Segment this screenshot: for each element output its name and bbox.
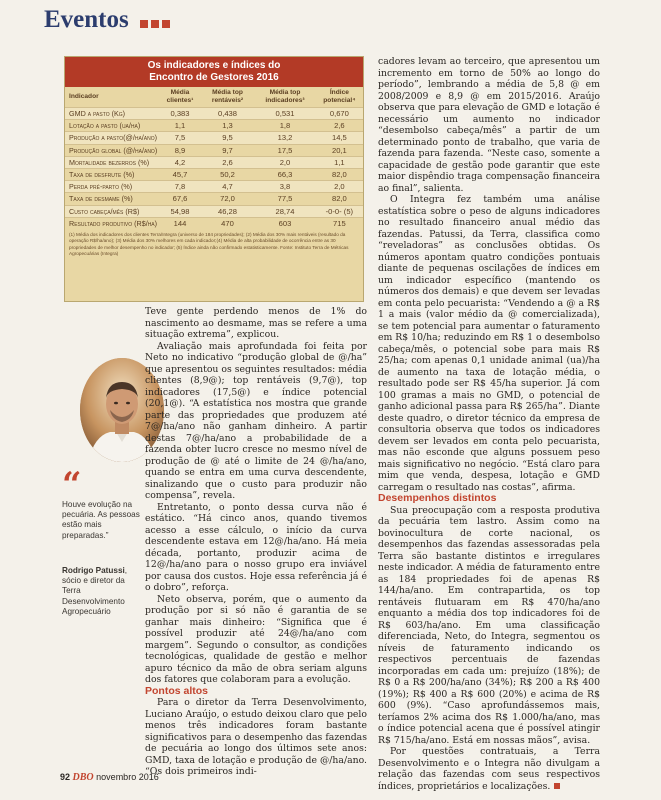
table-row (65, 217, 363, 229)
row-value: 17,5 (254, 144, 316, 156)
page-footer (60, 772, 159, 783)
quote-mark: “ (62, 465, 82, 505)
row-value: 77,5 (254, 193, 316, 205)
row-value: 66,3 (254, 168, 316, 180)
row-value: 0,670 (316, 108, 363, 120)
row-value: 0,438 (201, 108, 254, 120)
paragraph: Entretanto, o ponto dessa curva não é estático. “Há cinco anos, quando tivemos acesso a esse cálculo, o início da curva descendente estava em 12@/ha/ano. Há meia década, portanto, produzir acima de 12@/ha/ano para o nosso grupo era inviável por causa dos custos. Hoje essa referência já é o dobro”, reforça. (145, 501, 367, 593)
row-label: Resultado produtivo (R$/ha) (65, 217, 159, 229)
row-value: 28,74 (254, 205, 316, 217)
row-label: Taxa de desmame (%) (65, 193, 159, 205)
row-value: 82,0 (316, 193, 363, 205)
table-row (65, 144, 363, 156)
row-value: 8,9 (159, 144, 201, 156)
subhead: Desempenhos distintos (378, 492, 497, 504)
paragraph: Teve gente perdendo menos de 1% do nascimento ao desmame, mas se refere a uma situação extrema”, explicou. (145, 306, 367, 340)
row-value: 67,6 (159, 193, 201, 205)
header-potencial: Índice potencial⁴ (323, 89, 356, 104)
row-value: 54,98 (159, 205, 201, 217)
row-value: 2,6 (316, 120, 363, 132)
paragraph: cadores levam ao terceiro, que apresentou um incremento em torno de 50% ao longo do período”, lembrando a média de 5,8 @ em 2008/2009 e 8,9 @ em 2015/2016. Araújo observa que para elevação de GMD e lotação é necessário um aumento no indicador “desembolso cabeça/mês” a partir de um determinado ponto de trabalho, que varia de fazenda para fazenda. “Neste caso, somente a capacidade de gestão pode garantir que este maior dispêndio traga compensação financeira ao final”, salienta. (378, 56, 600, 194)
article-column-left (145, 306, 367, 778)
row-value: -0-0- (5) (316, 205, 363, 217)
row-label: GMD a pasto (Kg) (65, 108, 159, 120)
table-row (65, 132, 363, 144)
article-column-right (378, 56, 600, 792)
header-indicadores: Média top indicadores³ (265, 89, 305, 104)
pull-quote: Houve evolução na pecuária. As pessoas estão mais preparadas.” (62, 500, 140, 540)
paragraph: Avaliação mais aprofundada foi feita por Neto no indicativo “produção global de @/ha” que apresentou os seguintes resultados: média clientes (8,9@); top rentáveis (9,7@), top indicadores (17,5@) e índice potencial (20,1@). “A estatística nos mostra que grande parte das propriedades que produzem até 7@/ha/ano não ganham dinheiro. A partir destas 7@/ha/ano a probabilidade de a fazenda obter lucro cresce no mesmo nível de produção de @ até o limite de 24 @/ha/ano, quando se entra em uma curva descendente, sinalizando que o custo para produzir não compensa”, revela. (145, 340, 367, 501)
table-row (65, 193, 363, 205)
header-media: Média clientes¹ (166, 89, 194, 104)
row-value: 72,0 (201, 193, 254, 205)
row-value: 45,7 (159, 168, 201, 180)
row-value: 1,1 (316, 156, 363, 168)
row-value: 82,0 (316, 168, 363, 180)
header-rentaveis: Média top rentáveis² (211, 89, 244, 104)
row-label: Mortalidade bezerros (%) (65, 156, 159, 168)
table-row (65, 168, 363, 180)
row-label: Taxa de desfrute (%) (65, 168, 159, 180)
row-value: 4,2 (159, 156, 201, 168)
table-row (65, 181, 363, 193)
row-label: Produção a pasto(@/ha/ano) (65, 132, 159, 144)
row-label: Custo cabeça/mês (R$) (65, 205, 159, 217)
row-value: 1,3 (201, 120, 254, 132)
table-row (65, 108, 363, 120)
row-value: 1,8 (254, 120, 316, 132)
paragraph: O Integra fez também uma análise estatística sobre o peso de alguns indicadores no resultado financeiro anual médio das fazendas. Patussi, da Terra, classifica como “reveladoras” as conclusões obtidas. Os números apontam quatro condições pontuais diante de pequenas oscilações de índices em um indicador específico (mantendo os números dos demais) e que devem ser levadas em conta pelo pecuarista: “Vendendo a @ a R$ 1 a mais (valor médio da @ comercializada), se tem potencial para aumentar o faturamento em R$ 10/ha; reduzindo em R$ 1 o desembolso cabeça/mês, o potencial sobe para mais R$ 25/ha; com apenas 0,1 unidade animal (ua)/ha de aumento na taxa de lotação média, o resultado pode ser R$ 45/ha superior. Já com 100 gramas a mais no GMD, o potencial de ganho adicional passa para R$ 265/ha”. Diante deste quadro, o diretor técnico da empresa de consultoria observa que todos os indicadores devem ser levados em conta pelo pecuarista, mas não esconde que alguns possuem peso mais significativo no negócio. “Está claro para mim que venda, despesa, lotação e GMD carregam o resultado nas costas”, afirma. (378, 194, 600, 493)
indicators-table (65, 87, 363, 229)
row-value: 2,0 (316, 181, 363, 193)
section-title: Eventos (44, 6, 129, 33)
row-value: 603 (254, 217, 316, 229)
row-value: 9,7 (201, 144, 254, 156)
table-title: Os indicadores e índices do Encontro de Gestores 2016 (65, 57, 363, 87)
table-row (65, 156, 363, 168)
issue-date: novembro 2016 (96, 772, 159, 782)
paragraph: Sua preocupação com a resposta produtiva da pecuária tem lastro. Assim como na bovinocultura de corte nacional, os desempenhos das fazendas assessoradas pela Terra são bastante distintos e irregulares neste indicador. A média de faturamento entre as 184 propriedades foi de apenas R$ 144/ha/ano. Em contrapartida, os top rentáveis flutuaram em R$ 470/ha/ano enquanto a média dos top indicadores foi de R$ 603/ha/ano. Em uma classificação diferenciada, Neto, do Integra, segmentou os níveis de faturamento indicando os respectivos percentuais de fazendas incorporadas em cada um: prejuízo (18%); de R$ 0 a R$ 200/ha/ano (34%); R$ 200 a R$ 400 (19%); R$ 400 a R$ 600 (20%) e acima de R$ 600 (9%). “Caso aprofundássemos mais, teríamos 2% acima dos R$ 1.000/ha/ano, mas o índice potencial acena que é possível atingir R$ 715/ha/ano. Está em nossas mãos”, avisa. (378, 504, 600, 746)
row-value: 470 (201, 217, 254, 229)
row-value: 3,8 (254, 181, 316, 193)
end-mark (554, 783, 560, 789)
row-value: 0,531 (254, 108, 316, 120)
caption-name: Rodrigo Patussi (62, 566, 125, 575)
title-squares-ornament (140, 20, 170, 28)
paragraph: Neto observa, porém, que o aumento da produção por si só não é garantia de se ganhar mais dinheiro: “Significa que é possível produzir até 24@/ha/ano com margem”. Segundo o consultor, as condições tecnológicas, qualidade de gestão e melhor apuro técnico da mão de obra seriam alguns dos fatores que colaboram para a evolução. (145, 593, 367, 685)
row-value: 4,7 (201, 181, 254, 193)
row-value: 9,5 (201, 132, 254, 144)
indicators-table-box (64, 56, 364, 302)
subhead: Pontos altos (145, 684, 209, 697)
row-value: 14,5 (316, 132, 363, 144)
row-value: 1,1 (159, 120, 201, 132)
row-value: 50,2 (201, 168, 254, 180)
row-value: 715 (316, 217, 363, 229)
row-value: 13,2 (254, 132, 316, 144)
paragraph: Por questões contratuais, a Terra Desenvolvimento e o Integra não divulgam a relação das fazendas com seus respectivos índices, proprietários e localizações. (378, 746, 600, 792)
row-value: 0,383 (159, 108, 201, 120)
photo-caption (62, 566, 140, 617)
magazine-name: DBO (72, 772, 94, 783)
header-indicador: Indicador (69, 93, 99, 100)
row-label: Produção global (@/ha/ano) (65, 144, 159, 156)
row-value: 20,1 (316, 144, 363, 156)
row-value: 7,5 (159, 132, 201, 144)
row-label: Lotação a pasto (ua/ha) (65, 120, 159, 132)
row-value: 7,8 (159, 181, 201, 193)
table-row (65, 120, 363, 132)
row-value: 144 (159, 217, 201, 229)
row-value: 2,6 (201, 156, 254, 168)
row-value: 2,0 (254, 156, 316, 168)
paragraph: Para o diretor da Terra Desenvolvimento, Luciano Araújo, o estudo deixou claro que pelo menos três indicadores foram bastante significativos para o desempenho das fazendas de pecuária ao longo dos últimos sete anos: GMD, taxa de lotação e produção de @/ha/ano. “Os dois primeiros indi- (145, 697, 367, 777)
page-number: 92 (60, 772, 71, 782)
table-row (65, 205, 363, 217)
table-notes: (1) Média dos indicadores dos clientes Terra/Integra (universo de 184 propriedades); (2) Média dos 30% mais rentáveis (resultado da operação R$/ha/ano); (3) Média dos 30% melhores em cada indicador;(4) Média de alta probabilidade de ocorrência entre as 30 propriedades de melhor desempenho no indicador; (5) Índice ainda não confirmado estatisticamente. Fonte: Instituto Terra de Métricas Agropecuárias (Integra) (69, 231, 349, 257)
row-value: 46,28 (201, 205, 254, 217)
row-label: Perda pré-parto (%) (65, 181, 159, 193)
caption-role: , sócio e diretor da Terra Desenvolvimento Agropecuário (62, 566, 128, 616)
